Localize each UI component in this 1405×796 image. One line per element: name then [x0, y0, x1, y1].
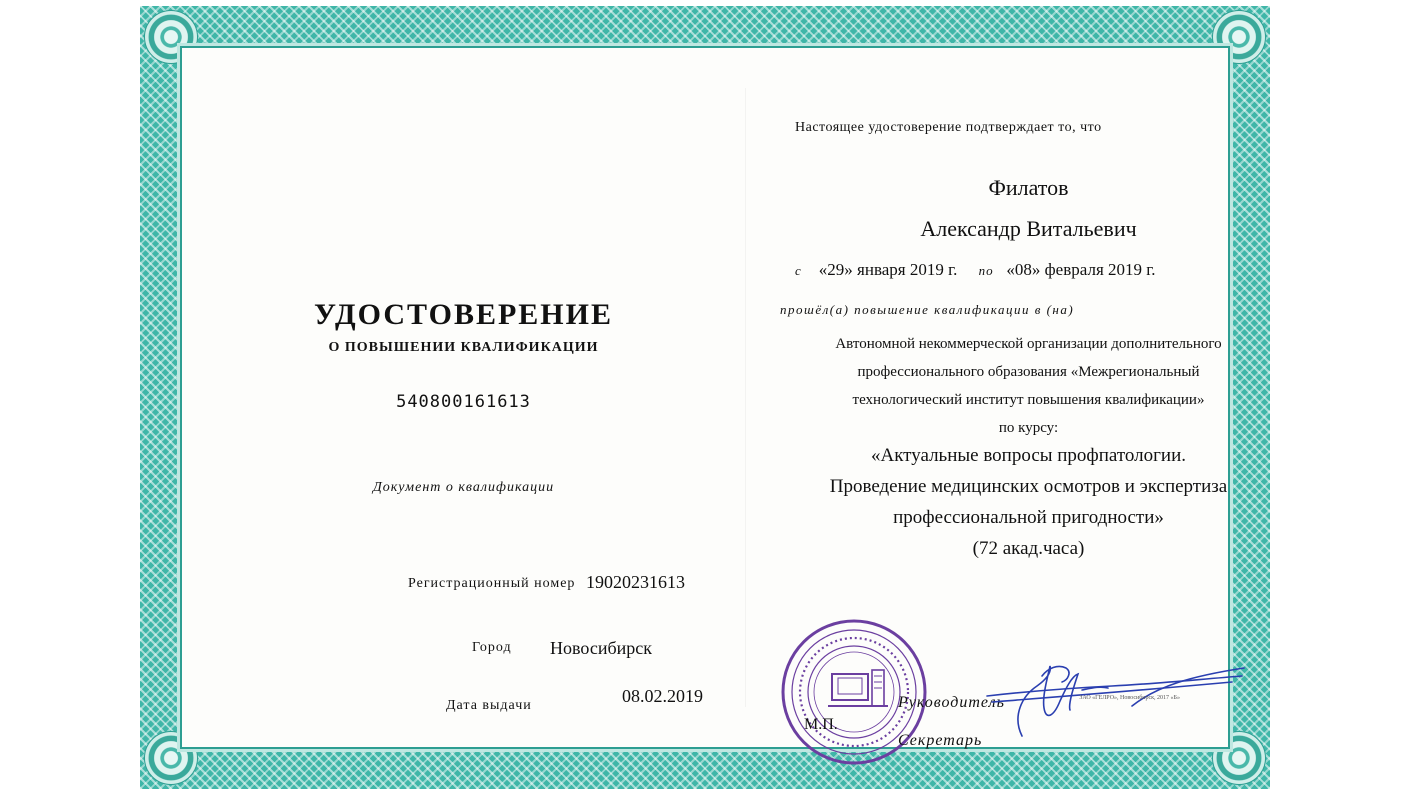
- passed-text: прошёл(а) повышение квалификации в (на): [780, 302, 1075, 317]
- registration-number: 19020231613: [586, 572, 685, 592]
- course-block: [745, 440, 1312, 564]
- issue-date-value: 08.02.2019: [622, 686, 703, 706]
- period-from-word: с: [795, 263, 802, 278]
- document-kind: Документ о квалификации: [372, 480, 555, 495]
- issue-date-label: Дата выдачи: [446, 698, 532, 713]
- training-period: [795, 260, 1156, 280]
- course-prefix: по курсу:: [998, 420, 1059, 436]
- registration-label: Регистрационный номер: [408, 576, 576, 591]
- course-line: «Актуальные вопросы профпатологии.: [870, 445, 1187, 466]
- secretary-signature-label: Секретарь: [898, 732, 983, 749]
- printer-note: ЗАО «ГЕЛРО», Новосибирск, 2017 «Б»: [1079, 695, 1180, 701]
- organization-line: технологический институт повышения квалификации»: [852, 392, 1205, 408]
- organization-line: профессионального образования «Межрегиональный: [857, 364, 1200, 380]
- period-to-date: «08» февраля 2019 г.: [1006, 260, 1156, 279]
- certificate: [140, 6, 1270, 789]
- intro-text: Настоящее удостоверение подтверждает то, что: [795, 120, 1102, 135]
- stamp-placeholder: М.П.: [804, 716, 838, 733]
- organization-line: Автономной некоммерческой организации дополнительного: [835, 336, 1222, 352]
- certificate-title: УДОСТОВЕРЕНИЕ: [314, 298, 613, 331]
- organization-block: [745, 330, 1312, 442]
- period-to-word: по: [978, 263, 994, 278]
- holder-surname: Филатов: [988, 175, 1069, 200]
- holder-given-names: Александр Витальевич: [920, 216, 1137, 241]
- course-line: Проведение медицинских осмотров и экспертиза: [829, 476, 1228, 497]
- course-line: профессиональной пригодности»: [893, 507, 1164, 528]
- certificate-paper: [180, 46, 1230, 749]
- period-from-date: «29» января 2019 г.: [818, 260, 958, 279]
- head-signature-label: Руководитель: [898, 694, 1005, 711]
- certificate-subtitle: О ПОВЫШЕНИИ КВАЛИФИКАЦИИ: [328, 340, 599, 355]
- form-number: 540800161613: [396, 392, 531, 412]
- city-label: Город: [472, 640, 512, 655]
- course-hours: (72 акад.часа): [972, 538, 1085, 559]
- city-value: Новосибирск: [550, 638, 652, 658]
